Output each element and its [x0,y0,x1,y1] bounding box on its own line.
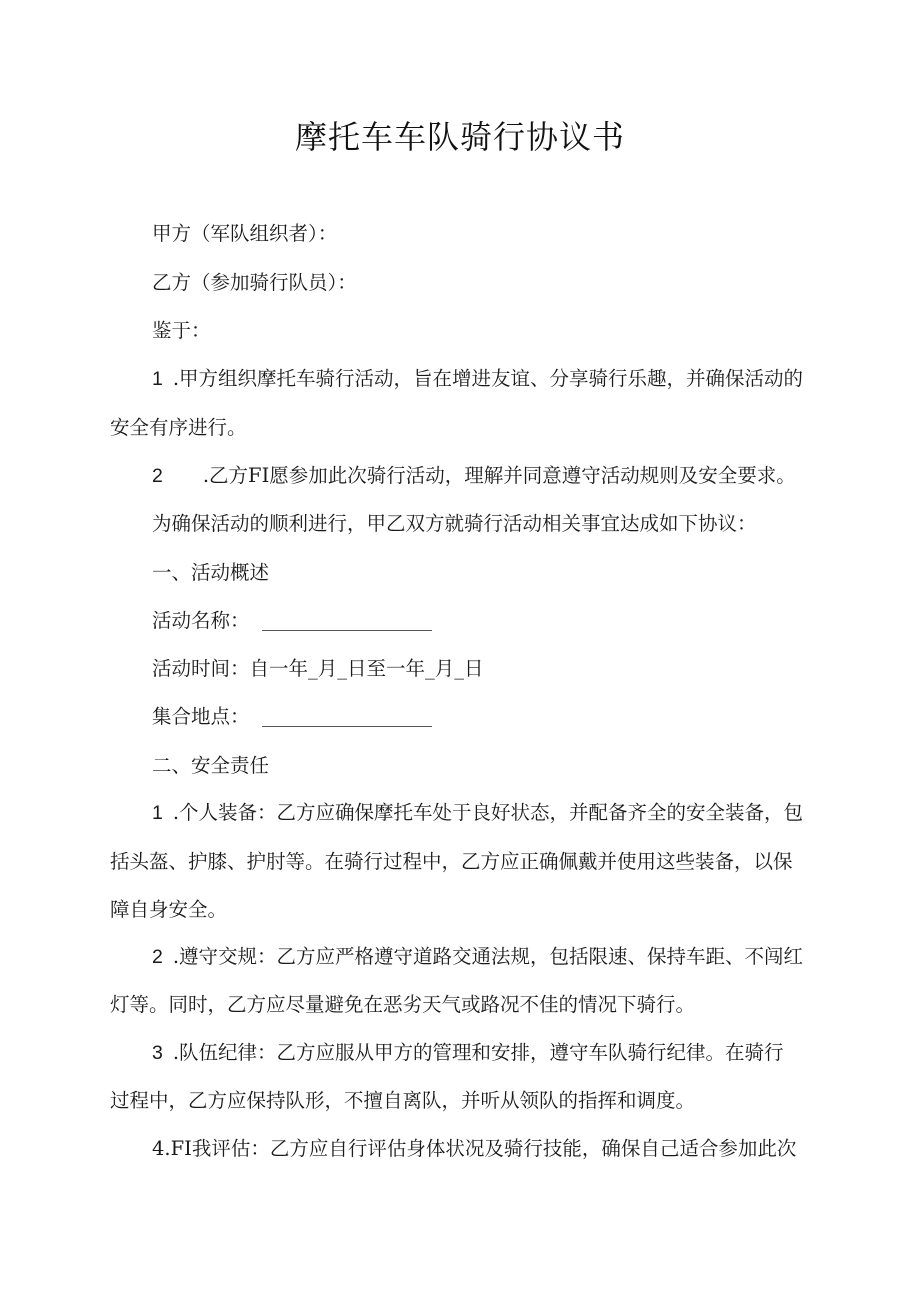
safety-item-2-continued: 灯等。同时，乙方应尽量避免在恶劣天气或路况不佳的情况下骑行。 [110,993,696,1016]
safety-item-1 [152,803,803,824]
whereas-item-1-continued: 安全有序进行。 [110,416,247,439]
meeting-place-blank[interactable] [262,708,432,727]
party-b-line: 乙方（参加骑行队员）： [152,271,357,294]
whereas-item-1 [152,369,803,390]
intro-paragraph: 为确保活动的顺利进行，甲乙双方就骑行活动相关事宜达成如下协议： [152,512,757,535]
activity-name-blank[interactable] [262,612,432,631]
safety-item-2 [152,947,803,968]
document-title: 摩托车车队骑行协议书 [294,118,625,156]
item-text: .个人装备：乙方应确保摩托车处于良好状态，并配备齐全的安全装备，包 [172,801,804,824]
item-number: 2 [152,465,163,487]
party-a-line: 甲方（军队组织者）： [152,222,338,245]
activity-name-label: 活动名称： [152,609,250,632]
whereas-item-2 [152,466,796,487]
item-text: .乙方FI愿参加此次骑行活动，理解并同意遵守活动规则及安全要求。 [202,464,796,487]
safety-item-3-continued: 过程中，乙方应保持队形，不擅自离队，并听从领队的指挥和调度。 [110,1089,696,1112]
safety-item-1-continued: 括头盔、护膝、护肘等。在骑行过程中，乙方应正确佩戴并使用这些装备，以保 [110,850,793,873]
meeting-place-line [152,707,432,727]
whereas-heading: 鉴于： [152,319,211,342]
safety-item-1-continued-2: 障自身安全。 [110,898,228,921]
activity-time-line: 活动时间：自一年_月_日至一年_月_日 [152,657,484,680]
safety-item-4: 4.FI我评估：乙方应自行评估身体状况及骑行技能，确保自己适合参加此次 [152,1137,797,1160]
section-1-heading: 一、活动概述 [152,561,270,584]
item-number: 3 [152,1042,163,1064]
item-text: .甲方组织摩托车骑行活动，旨在增进友谊、分享骑行乐趣，并确保活动的 [172,367,804,390]
item-number: 1 [152,802,163,824]
item-text: .遵守交规：乙方应严格遵守道路交通法规，包括限速、保持车距、不闯红 [172,945,804,968]
section-2-heading: 二、安全责任 [152,754,270,777]
safety-item-3 [152,1043,784,1064]
meeting-place-label: 集合地点： [152,705,250,728]
item-text: .队伍纪律：乙方应服从甲方的管理和安排，遵守车队骑行纪律。在骑行 [172,1041,784,1064]
activity-name-line [152,611,432,631]
item-number: 1 [152,368,163,390]
item-number: 2 [152,946,163,968]
